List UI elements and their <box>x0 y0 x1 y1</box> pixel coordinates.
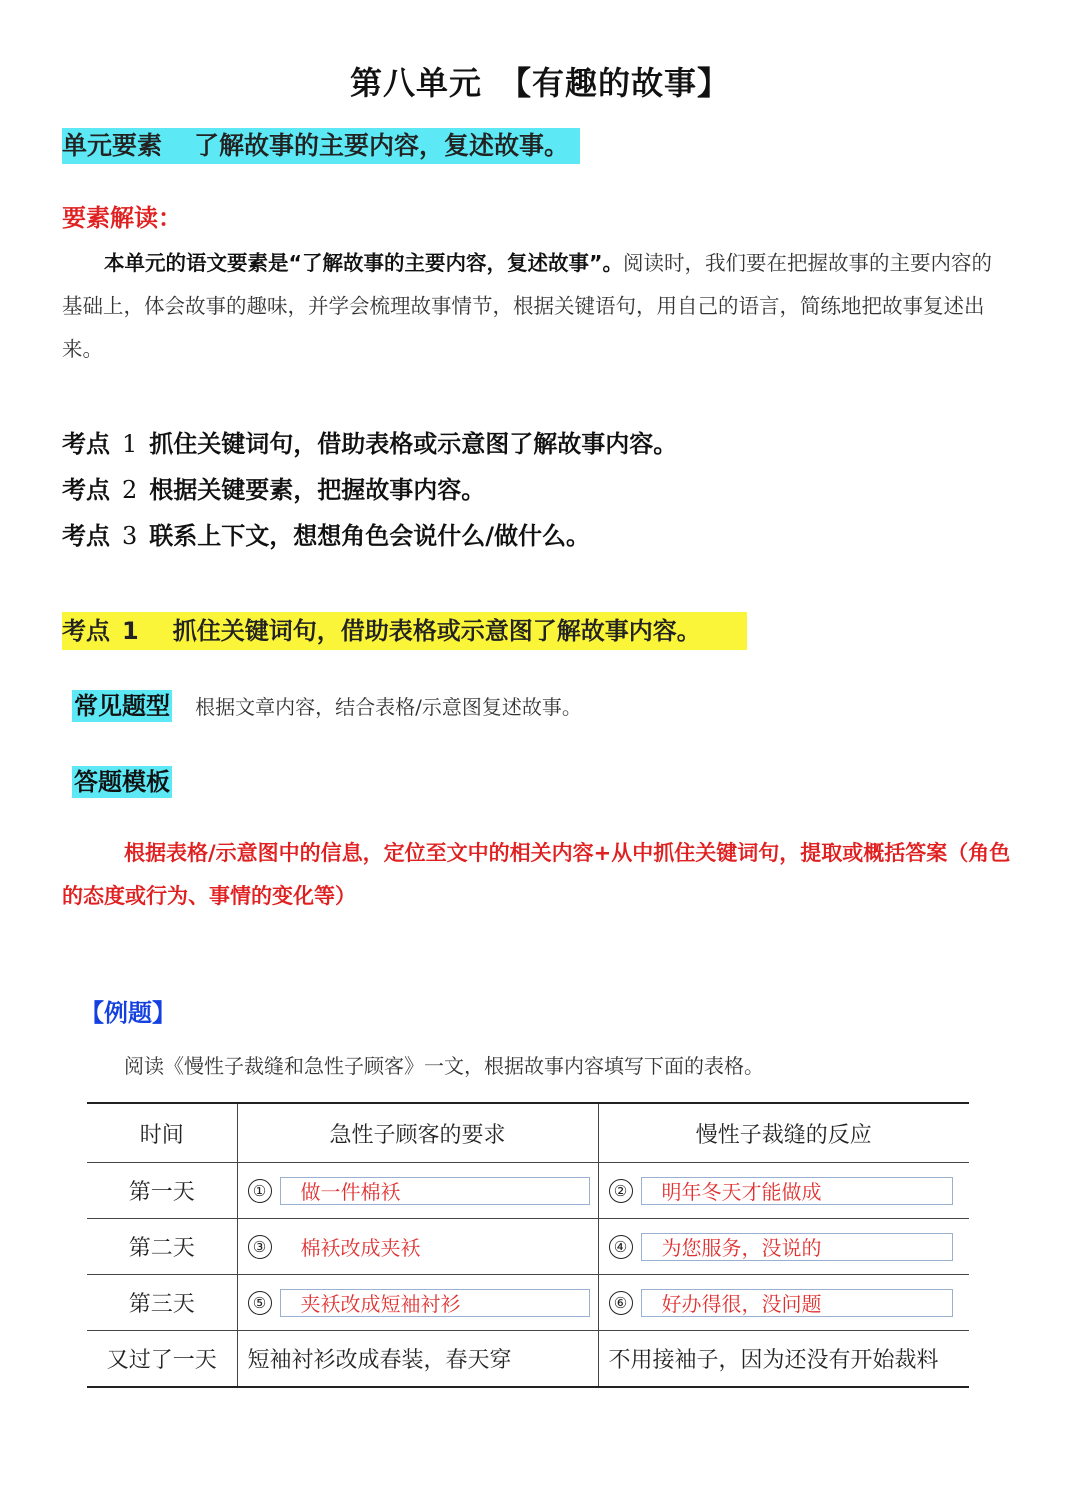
template-text-content: 根据表格/示意图中的信息，定位至文中的相关内容+从中抓住关键词句，提取或概括答案（角色的态度或行为、事情的变化等） <box>62 841 1011 908</box>
interpretation-heading: 要素解读： <box>62 204 182 232</box>
request-cell: 短袖衬衫改成春装，春天穿 <box>237 1331 598 1388</box>
table-row <box>87 1331 969 1388</box>
circle-number: ② <box>609 1179 633 1203</box>
response-cell <box>598 1219 969 1275</box>
header-time: 时间 <box>87 1103 237 1163</box>
exam-point-label: 考点 <box>62 430 110 458</box>
response-cell <box>598 1163 969 1219</box>
exam-point-num: 3 <box>122 522 138 550</box>
exam-point-text: 抓住关键词句，借助表格或示意图了解故事内容。 <box>149 430 678 458</box>
section-label: 考点 <box>62 617 110 645</box>
exam-point-label: 考点 <box>62 522 110 550</box>
circle-number: ④ <box>609 1235 633 1259</box>
response-cell <box>598 1275 969 1331</box>
exam-point-2 <box>62 470 485 505</box>
section-banner <box>62 612 747 650</box>
exam-point-3 <box>62 516 590 551</box>
interpretation-rest: 阅读时，我们要在把握故事的主要内容的基础上，体会故事的趣味，并学会梳理故事情节，根据关键语句，用自己的语言，简练地把故事复述出来。 <box>62 251 992 361</box>
exam-point-num: 2 <box>122 476 138 504</box>
time-cell: 又过了一天 <box>87 1331 237 1388</box>
template-text <box>62 832 1022 918</box>
table-header-row <box>87 1103 969 1163</box>
time-cell: 第二天 <box>87 1219 237 1275</box>
template-label-row <box>72 762 172 797</box>
request-cell <box>237 1275 598 1331</box>
exam-point-label: 考点 <box>62 476 110 504</box>
circle-number: ① <box>248 1179 272 1203</box>
common-type-label: 常见题型 <box>74 692 170 720</box>
answer-box: 明年冬天才能做成 <box>641 1177 953 1205</box>
time-cell: 第三天 <box>87 1275 237 1331</box>
common-type-text: 根据文章内容，结合表格/示意图复述故事。 <box>195 695 582 719</box>
response-cell: 不用接袖子，因为还没有开始裁料 <box>598 1331 969 1388</box>
table-row <box>87 1275 969 1331</box>
section-text: 抓住关键词句，借助表格或示意图了解故事内容。 <box>172 617 701 645</box>
exam-point-num: 1 <box>122 430 138 458</box>
answer-box: 做一件棉袄 <box>280 1177 590 1205</box>
circle-number: ⑥ <box>609 1291 633 1315</box>
unit-requirement-label: 单元要素 <box>62 131 163 160</box>
section-num: 1 <box>122 617 139 645</box>
circle-number: ③ <box>248 1235 272 1259</box>
unit-requirement-banner <box>62 128 580 164</box>
answer-box: 棉袄改成夹袄 <box>300 1235 421 1260</box>
example-label: 【例题】 <box>80 999 176 1027</box>
header-tailor-response: 慢性子裁缝的反应 <box>598 1103 969 1163</box>
answer-box: 夹袄改成短袖衬衫 <box>280 1289 590 1317</box>
unit-requirement-text: 了解故事的主要内容，复述故事。 <box>194 131 570 160</box>
exam-point-text: 联系上下文，想想角色会说什么/做什么。 <box>149 522 591 550</box>
interpretation-paragraph <box>62 242 1007 371</box>
time-cell: 第一天 <box>87 1163 237 1219</box>
answer-box: 为您服务，没说的 <box>641 1233 953 1261</box>
template-label: 答题模板 <box>74 768 170 796</box>
exam-point-text: 根据关键要素，把握故事内容。 <box>149 476 486 504</box>
header-customer-request: 急性子顾客的要求 <box>237 1103 598 1163</box>
interpretation-bold: 本单元的语文要素是“了解故事的主要内容，复述故事”。 <box>104 251 623 275</box>
table-row <box>87 1219 969 1275</box>
table-row <box>87 1163 969 1219</box>
request-cell <box>237 1163 598 1219</box>
answer-table <box>87 1102 969 1388</box>
answer-box: 好办得很，没问题 <box>641 1289 953 1317</box>
circle-number: ⑤ <box>248 1291 272 1315</box>
request-cell <box>237 1219 598 1275</box>
page-title: 第八单元 【有趣的故事】 <box>349 64 730 102</box>
common-type-row <box>72 686 582 721</box>
example-instruction: 阅读《慢性子裁缝和急性子顾客》一文，根据故事内容填写下面的表格。 <box>124 1054 764 1078</box>
exam-point-1 <box>62 424 677 459</box>
